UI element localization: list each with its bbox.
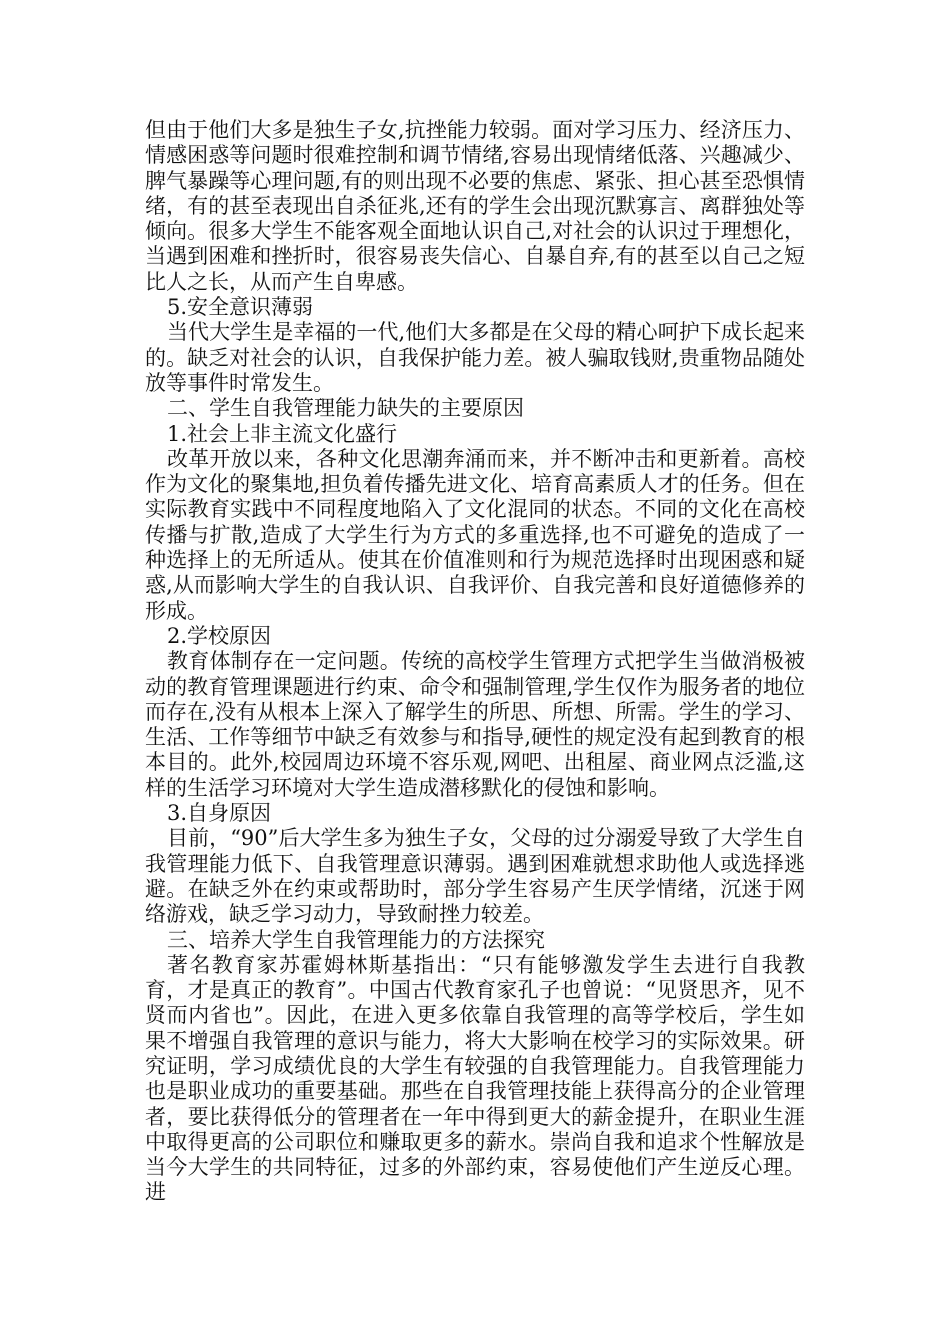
paragraph-safety-awareness: 当代大学生是幸福的一代,他们大多都是在父母的精心呵护下成长起来的。缺乏对社会的认识，自我保护能力差。被人骗取钱财,贵重物品随处放等事件时常发生。 xyxy=(145,320,805,395)
heading-self-reasons: 3.自身原因 xyxy=(167,801,272,826)
heading-section-three: 三、培养大学生自我管理能力的方法探究 xyxy=(167,927,545,952)
heading-section-two: 二、学生自我管理能力缺失的主要原因 xyxy=(167,396,524,421)
paragraph-methods: 著名教育家苏霍姆林斯基指出：“只有能够激发学生去进行自我教育，才是真正的教育”。中国古代教育家孔子也曾说：“见贤思齐，见不贤而内省也”。因此，在进入更多依靠自我管理的高等学校后，学生如果不增强自我管理的意识与能力，将大大影响在校学习的实际效果。研究证明，学习成绩优良的大学生有较强的自我管理能力。自我管理能力也是职业成功的重要基础。那些在自我管理技能上获得高分的企业管理者，要比获得低分的管理者在一年中得到更大的薪金提升，在职业生涯中取得更高的公司职位和赚取更多的薪水。崇尚自我和追求个性解放是当今大学生的共同特征，过多的外部约束，容易使他们产生逆反心理。进 xyxy=(145,952,805,1205)
document-page xyxy=(145,118,805,1206)
heading-safety-awareness: 5.安全意识薄弱 xyxy=(167,295,314,320)
paragraph-school-reasons: 教育体制存在一定问题。传统的高校学生管理方式把学生当做消极被动的教育管理课题进行约束、命令和强制管理,学生仅作为服务者的地位而存在,没有从根本上深入了解学生的所思、所想、所需。学生的学习、生活、工作等细节中缺乏有效参与和指导,硬性的规定没有起到教育的根本目的。此外,校园周边环境不容乐观,网吧、出租屋、商业网点泛滥,这样的生活学习环境对大学生造成潜移默化的侵蚀和影响。 xyxy=(145,649,805,800)
paragraph-self-reasons: 目前，“90”后大学生多为独生子女，父母的过分溺爱导致了大学生自我管理能力低下、自我管理意识薄弱。遇到困难就想求助他人或选择逃避。在缺乏外在约束或帮助时，部分学生容易产生厌学情绪，沉迷于网络游戏，缺乏学习动力，导致耐挫力较差。 xyxy=(145,826,805,927)
paragraph-social-culture: 改革开放以来，各种文化思潮奔涌而来，并不断冲击和更新着。高校作为文化的聚集地,担负着传播先进文化、培育高素质人才的任务。但在实际教育实践中不同程度地陷入了文化混同的状态。不同的文化在高校传播与扩散,造成了大学生行为方式的多重选择,也不可避免的造成了一种选择上的无所适从。使其在价值准则和行为规范选择时出现困惑和疑惑,从而影响大学生的自我认识、自我评价、自我完善和良好道德修养的形成。 xyxy=(145,446,805,623)
heading-social-culture: 1.社会上非主流文化盛行 xyxy=(167,421,398,446)
heading-school-reasons: 2.学校原因 xyxy=(167,623,272,648)
paragraph-psychology-issues: 但由于他们大多是独生子女,抗挫能力较弱。面对学习压力、经济压力、情感困惑等问题时很难控制和调节情绪,容易出现情绪低落、兴趣减少、脾气暴躁等心理问题,有的则出现不必要的焦虑、紧张、担心甚至恐惧情绪，有的甚至表现出自杀征兆,还有的学生会出现沉默寡言、离群独处等倾向。很多大学生不能客观全面地认识自己,对社会的认识过于理想化，当遇到困难和挫折时，很容易丧失信心、自暴自弃,有的甚至以自己之短比人之长，从而产生自卑感。 xyxy=(145,118,805,294)
